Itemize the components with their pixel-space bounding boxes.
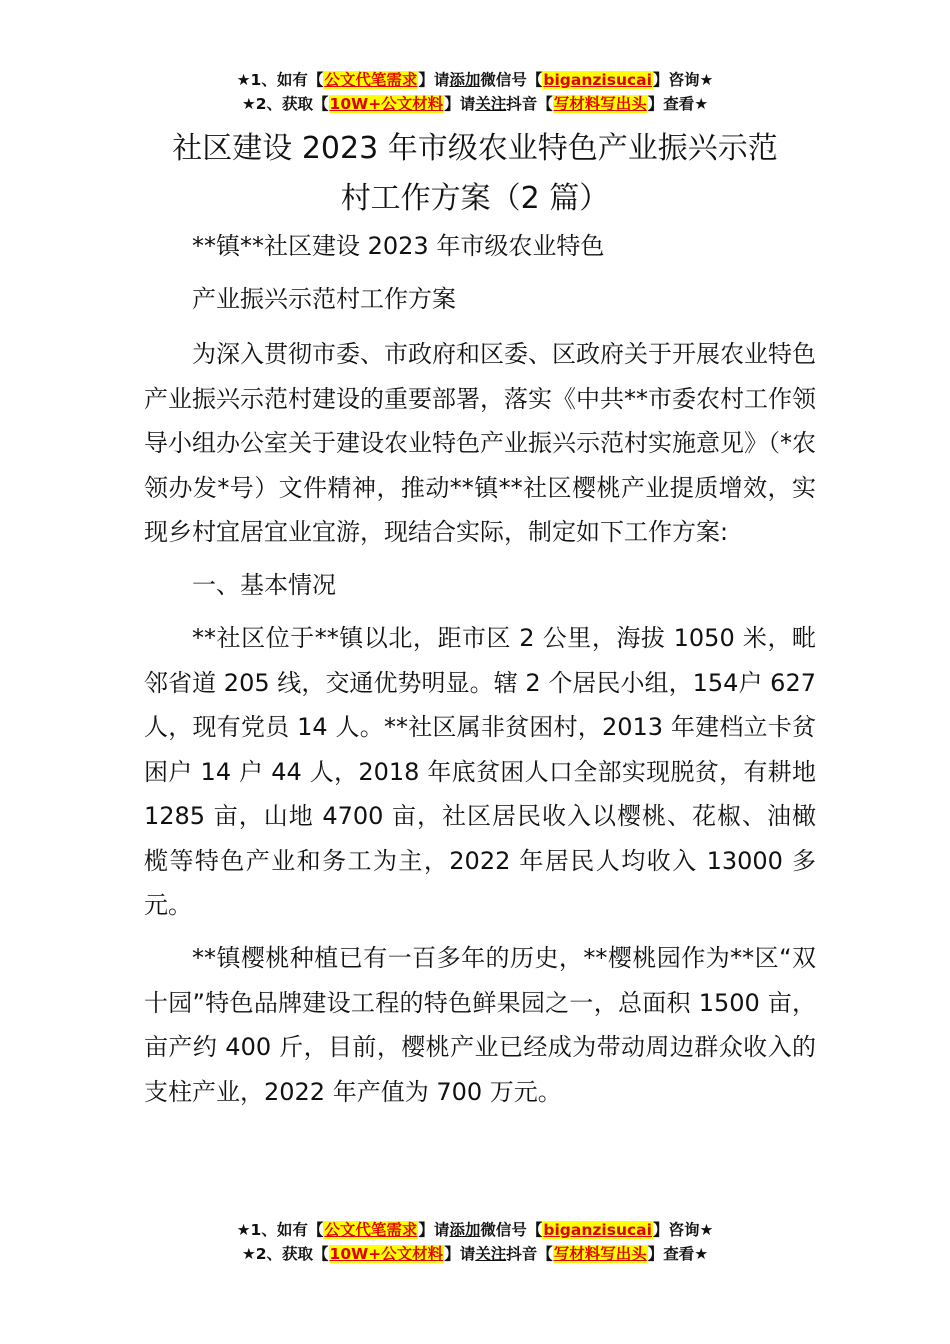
banner-text: ★2、获取【	[241, 1245, 329, 1263]
banner-text: 】请	[444, 95, 476, 113]
banner-text: ★2、获取【	[241, 95, 329, 113]
banner-line-2	[0, 92, 950, 116]
highlight-materials: 10W+公文材料	[329, 1245, 444, 1263]
title-line-2: 村工作方案（2 篇）	[340, 181, 610, 216]
banner-text: 】查看★	[647, 1245, 709, 1263]
banner-text: ★1、如有【	[236, 71, 324, 89]
banner-text: ★1、如有【	[236, 1221, 324, 1239]
highlight-wechat-id: biganzisucai	[543, 1221, 652, 1239]
paragraph-intro: 为深入贯彻市委、市政府和区委、区政府关于开展农业特色产业振兴示范村建设的重要部署，落实《中共**市委农村工作领导小组办公室关于建设农业特色产业振兴示范村实施意见》（*农领办发*号）文件精神，推动**镇**社区樱桃产业提质增效，实现乡村宜居宜业宜游，现结合实际，制定如下工作方案:	[144, 340, 816, 546]
paragraph-community-overview: **社区位于**镇以北，距市区 2 公里，海拔 1050 米，毗邻省道 205 线，交通优势明显。辖 2 个居民小组，154户 627 人，现有党员 14 人。**社区属非贫困村，2013 年建档立卡贫困户 14 户 44 人，2018 年底贫困人口全部实现脱贫，有耕地 1285 亩，山地 4700 亩，社区居民收入以樱桃、花椒、油橄榄等特色产业和务工为主，2022 年居民人均收入 13000 多元。	[144, 624, 816, 919]
underlined-add: 添加	[449, 71, 481, 89]
subtitle-line-1	[144, 224, 816, 269]
banner-line-1	[0, 68, 950, 92]
top-banner	[0, 68, 950, 116]
banner-line-1	[0, 1218, 950, 1242]
banner-text: 微信号【	[480, 1221, 543, 1239]
underlined-follow: 关注	[475, 95, 507, 113]
underlined-add: 添加	[449, 1221, 481, 1239]
document-body	[144, 332, 816, 1123]
banner-text: 】查看★	[647, 95, 709, 113]
section-heading-basic-info: 一、基本情况	[192, 571, 336, 599]
highlight-wechat-id: biganzisucai	[543, 71, 652, 89]
banner-line-2	[0, 1242, 950, 1266]
subtitle-line-2	[144, 277, 816, 322]
highlight-writing-service: 公文代笔需求	[324, 1221, 418, 1239]
banner-text: 抖音【	[506, 1245, 553, 1263]
banner-text: 】咨询★	[652, 1221, 714, 1239]
banner-text: 微信号【	[480, 71, 543, 89]
document-title	[0, 124, 950, 224]
banner-text: 】请	[444, 1245, 476, 1263]
banner-text: 】请	[418, 1221, 450, 1239]
highlight-materials: 10W+公文材料	[329, 95, 444, 113]
highlight-douyin-account: 写材料写出头	[553, 95, 647, 113]
subtitle-text: **镇**社区建设 2023 年市级农业特色	[192, 232, 605, 260]
banner-text: 抖音【	[506, 95, 553, 113]
banner-text: 】咨询★	[652, 71, 714, 89]
underlined-follow: 关注	[475, 1245, 507, 1263]
paragraph-cherry-industry: **镇樱桃种植已有一百多年的历史，**樱桃园作为**区“双十园”特色品牌建设工程的特色鲜果园之一，总面积 1500 亩，亩产约 400 斤，目前，樱桃产业已经成为带动周边群众收入的支柱产业，2022 年产值为 700 万元。	[144, 944, 816, 1106]
title-line-1: 社区建设 2023 年市级农业特色产业振兴示范	[172, 131, 778, 166]
subtitle-text: 产业振兴示范村工作方案	[192, 285, 456, 313]
banner-text: 】请	[418, 71, 450, 89]
bottom-banner	[0, 1218, 950, 1266]
highlight-writing-service: 公文代笔需求	[324, 71, 418, 89]
highlight-douyin-account: 写材料写出头	[553, 1245, 647, 1263]
